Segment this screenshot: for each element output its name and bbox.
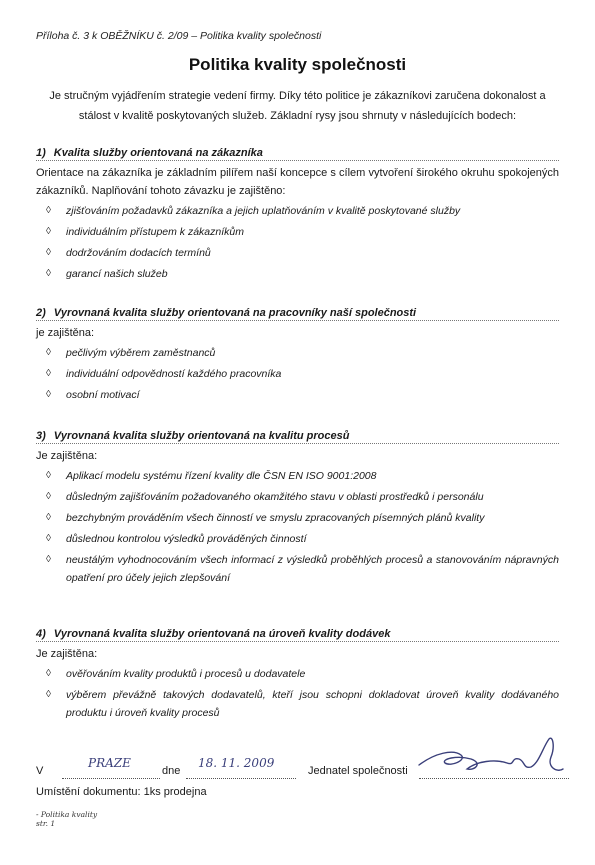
section-heading xyxy=(36,430,559,444)
list-item: ◊ důslednou kontrolou výsledků prováděných činností xyxy=(36,530,559,548)
section-title: Vyrovnaná kvalita služby orientovaná na pracovníky naší společnosti xyxy=(53,307,417,319)
list-item: ◊ pečlivým výběrem zaměstnanců xyxy=(36,344,559,362)
diamond-bullet-icon: ◊ xyxy=(46,533,51,544)
signer-label: Jednatel společnosti xyxy=(308,765,408,777)
place-label: V xyxy=(36,765,44,777)
header-note: Příloha č. 3 k OBĚŽNÍKU č. 2/09 – Politika kvality společnosti xyxy=(36,30,322,42)
list-item: ◊ individuálním přístupem k zákazníkům xyxy=(36,223,559,241)
list-item: ◊ individuální odpovědností každého pracovníka xyxy=(36,365,559,383)
diamond-bullet-icon: ◊ xyxy=(46,226,51,237)
section-2 xyxy=(36,307,559,407)
list-item: ◊ ověřováním kvality produktů i procesů u dodavatele xyxy=(36,665,559,683)
intro-line: Je stručným vyjádřením strategie vedení firmy. Díky této politice je zákazníkovi zaručena dokonalost a xyxy=(49,90,546,102)
diamond-bullet-icon: ◊ xyxy=(46,689,51,700)
page-title: Politika kvality společnosti xyxy=(188,55,407,74)
section-heading xyxy=(36,147,559,161)
list-item: ◊ bezchybným prováděním všech činností ve smyslu zpracovaných písemných plánů kvality xyxy=(36,509,559,527)
diamond-bullet-icon: ◊ xyxy=(46,268,51,279)
place-line xyxy=(62,778,160,779)
diamond-bullet-icon: ◊ xyxy=(46,512,51,523)
intro-paragraph xyxy=(36,86,559,126)
section-list xyxy=(36,467,559,587)
diamond-bullet-icon: ◊ xyxy=(46,347,51,358)
section-title: Vyrovnaná kvalita služby orientovaná na úroveň kvality dodávek xyxy=(53,628,391,640)
handwritten-signature xyxy=(415,733,565,781)
list-item: ◊ výběrem převážně takových dodavatelů, kteří jsou schopni dokladovat úroveň kvality dodávaného produktu i úroveň kvality procesů xyxy=(36,686,559,722)
section-intro: Je zajištěna: xyxy=(36,450,98,462)
footer-page-number: str. 1 xyxy=(36,819,56,828)
diamond-bullet-icon: ◊ xyxy=(46,247,51,258)
section-title: Kvalita služby orientovaná na zákazníka xyxy=(53,147,263,159)
list-item: ◊ dodržováním dodacích termínů xyxy=(36,244,559,262)
section-heading xyxy=(36,628,559,642)
list-item: ◊ Aplikací modelu systému řízení kvality dle ČSN EN ISO 9001:2008 xyxy=(36,467,559,485)
section-heading xyxy=(36,307,559,321)
section-1 xyxy=(36,147,559,286)
diamond-bullet-icon: ◊ xyxy=(46,389,51,400)
list-item: ◊ garancí našich služeb xyxy=(36,265,559,283)
section-title: Vyrovnaná kvalita služby orientovaná na kvalitu procesů xyxy=(53,430,350,442)
signature-stroke xyxy=(419,738,563,770)
section-number: 3) xyxy=(36,430,46,442)
list-item: ◊ neustálým vyhodnocováním všech informací z výsledků proběhlých procesů a stanovováním nápravných opatření pro účely jejich zlepšování xyxy=(36,551,559,587)
section-list xyxy=(36,202,559,283)
section-3 xyxy=(36,430,559,590)
list-item: ◊ důsledným zajišťováním požadovaného okamžitého stavu v oblasti prostředků i personálu xyxy=(36,488,559,506)
section-4 xyxy=(36,628,559,725)
section-intro: Je zajištěna: xyxy=(36,648,98,660)
diamond-bullet-icon: ◊ xyxy=(46,470,51,481)
footer-doc-name: - Politika kvality xyxy=(36,810,98,819)
diamond-bullet-icon: ◊ xyxy=(46,205,51,216)
diamond-bullet-icon: ◊ xyxy=(46,668,51,679)
section-number: 4) xyxy=(36,628,46,640)
intro-line: stálost v kvalitě poskytovaných služeb. Základní rysy jsou shrnuty v následujících bodech: xyxy=(78,110,517,122)
section-list xyxy=(36,665,559,722)
document-location: Umístění dokumentu: 1ks prodejna xyxy=(36,786,207,798)
date-label: dne xyxy=(162,765,181,777)
list-item: ◊ zjišťováním požadavků zákazníka a jejich uplatňováním v kvalitě poskytované služby xyxy=(36,202,559,220)
diamond-bullet-icon: ◊ xyxy=(46,554,51,565)
date-handwritten: 18. 11. 2009 xyxy=(198,756,275,770)
place-handwritten: PRAZE xyxy=(88,756,131,770)
section-intro: je zajištěna: xyxy=(36,327,95,339)
section-intro: Orientace na zákazníka je základním pilířem naší koncepce s cílem vytvoření širokého okruhu spokojených zákazníků. Naplňování tohoto závazku je zajištěno: xyxy=(36,167,559,197)
diamond-bullet-icon: ◊ xyxy=(46,491,51,502)
diamond-bullet-icon: ◊ xyxy=(46,368,51,379)
page-footer xyxy=(36,810,97,828)
section-number: 1) xyxy=(36,147,46,159)
date-line xyxy=(186,778,296,779)
list-item: ◊ osobní motivací xyxy=(36,386,559,404)
section-list xyxy=(36,344,559,404)
section-number: 2) xyxy=(36,307,46,319)
